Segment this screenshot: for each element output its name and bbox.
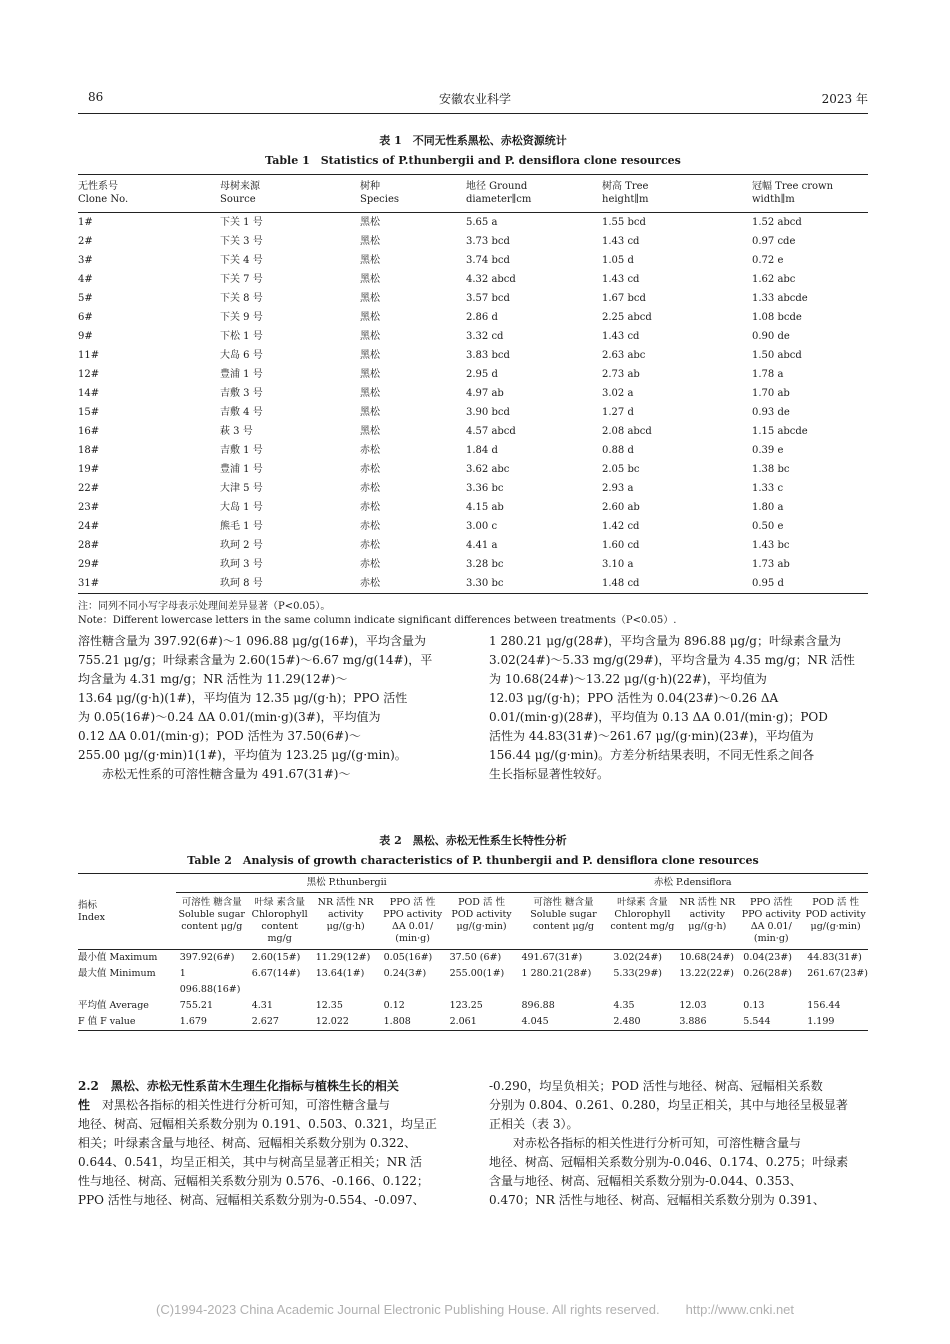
table-cell: 3.90 bcd xyxy=(466,407,510,418)
table-cell: 2.60 ab xyxy=(602,502,640,513)
table2 xyxy=(78,873,868,1031)
table-cell: 5# xyxy=(78,293,93,304)
table-row xyxy=(78,555,868,574)
text-line: 3.02(24#)～5.33 mg/g(29#)，平均含量为 4.35 mg/g；NR 活性 xyxy=(489,653,855,667)
table-cell: 3.73 bcd xyxy=(466,236,510,247)
table-cell: 3# xyxy=(78,255,93,266)
table-cell: 14# xyxy=(78,388,100,399)
table-cell: 吉敷 1 号 xyxy=(220,445,263,456)
table-cell: 0.26(28#) xyxy=(743,968,792,979)
text-line: 生长指标显著性较好。 xyxy=(489,767,610,781)
table-cell: 黑松 xyxy=(360,331,380,342)
table-cell: 5.65 a xyxy=(466,217,498,228)
text-line: 分别为 0.804、0.261、0.280，均呈正相关，其中与地径呈极显著 xyxy=(489,1098,848,1112)
text-line: 性与地径、树高、冠幅相关系数分别为 0.576、-0.166、0.122； xyxy=(78,1174,429,1188)
table-row xyxy=(78,308,868,327)
table-row xyxy=(78,998,868,1014)
table-cell: 黑松 xyxy=(360,255,380,266)
table-cell: 1.73 ab xyxy=(752,559,790,570)
table-cell: 3.02 a xyxy=(602,388,634,399)
table-cell: 赤松 xyxy=(360,502,380,513)
table-row xyxy=(78,441,868,460)
table-cell: 2.95 d xyxy=(466,369,498,380)
table-cell: 1.43 cd xyxy=(602,274,640,285)
table-cell: 2.93 a xyxy=(602,483,634,494)
text-line: 13.64 μg/(g·h)(1#)，平均值为 12.35 μg/(g·h)；PPO 活性 xyxy=(78,691,408,705)
table-row xyxy=(78,289,868,308)
table-cell: 4.045 xyxy=(521,1016,549,1027)
table-cell: 0.72 e xyxy=(752,255,784,266)
table-row xyxy=(78,479,868,498)
table2-col-header: POD 活 性 POD activity μg/(g·min) xyxy=(803,893,868,950)
text-line: 156.44 μg/(g·min)。方差分析结果表明，不同无性系之间各 xyxy=(489,748,815,762)
table2-col-header: 可溶性 糖含量 Soluble sugar content μg/g xyxy=(176,893,248,950)
table-row xyxy=(78,1014,868,1031)
table-cell: 156.44 xyxy=(807,1000,841,1011)
table-cell: 黑松 xyxy=(360,407,380,418)
table-cell: 吉敷 3 号 xyxy=(220,388,263,399)
table1-caption-cn: 表 1 不同无性系黑松、赤松资源统计 xyxy=(379,134,567,147)
table-cell: 1 096.88(16#) xyxy=(179,968,241,995)
table-cell: 熊毛 1 号 xyxy=(220,521,263,532)
table1-col-header: 无性系号 Clone No. xyxy=(78,175,220,213)
table-cell: 3.02(24#) xyxy=(613,952,662,963)
text-line: 均含量为 4.31 mg/g；NR 活性为 11.29(12#)～ xyxy=(78,672,348,686)
table-cell: 1.33 c xyxy=(752,483,784,494)
journal-year: 2023 年 xyxy=(821,92,868,106)
table-cell: 0.13 xyxy=(743,1000,765,1011)
table1-col-header: 冠幅 Tree crown width∥m xyxy=(752,175,868,213)
table-cell: 1.43 cd xyxy=(602,236,640,247)
table1-note-en: Note：Different lowercase letters in the same column indicate significant differences between treatments（P<0.05）. xyxy=(78,615,677,626)
table-cell: 1.70 ab xyxy=(752,388,790,399)
table-cell: 下关 9 号 xyxy=(220,312,263,323)
table-cell: 0.39 e xyxy=(752,445,784,456)
table-row xyxy=(78,498,868,517)
table-cell: 赤松 xyxy=(360,483,380,494)
table-cell: 2.08 abcd xyxy=(602,426,652,437)
text-line: 12.03 μg/(g·h)；PPO 活性为 0.04(23#)～0.26 ΔA xyxy=(489,691,779,705)
table2-caption-en: Table 2 Analysis of growth characteristics of P. thunbergii and P. densiflora clone resources xyxy=(187,854,759,867)
table-cell: 黑松 xyxy=(360,293,380,304)
table-row xyxy=(78,384,868,403)
table-cell: 1.33 abcde xyxy=(752,293,808,304)
table-cell: 3.10 a xyxy=(602,559,634,570)
table-cell: 1.42 cd xyxy=(602,521,640,532)
table-cell: 37.50 (6#) xyxy=(449,952,502,963)
text-line: 为 10.68(24#)～13.22 μg/(g·h)(22#)，平均值为 xyxy=(489,672,767,686)
table-cell: 5.544 xyxy=(743,1016,771,1027)
table-cell: 23# xyxy=(78,502,100,513)
table-cell: 1.80 a xyxy=(752,502,784,513)
table-cell: 黑松 xyxy=(360,388,380,399)
table-cell: 黑松 xyxy=(360,426,380,437)
table-cell: 1.67 bcd xyxy=(602,293,646,304)
table-cell: 4.57 abcd xyxy=(466,426,516,437)
table-row xyxy=(78,327,868,346)
table-cell: 下关 3 号 xyxy=(220,236,263,247)
table-cell: 0.88 d xyxy=(602,445,634,456)
table-cell: 4.97 ab xyxy=(466,388,504,399)
table-cell: 1.62 abc xyxy=(752,274,796,285)
table-cell: 4.35 xyxy=(613,1000,635,1011)
table-cell: 萩 3 号 xyxy=(220,426,253,437)
row-label: 平均值 Average xyxy=(78,1000,149,1011)
table-cell: 6.67(14#) xyxy=(251,968,301,979)
table-cell: 黑松 xyxy=(360,274,380,285)
table-cell: 896.88 xyxy=(521,1000,555,1011)
table-cell: 29# xyxy=(78,559,100,570)
table-cell: 2.05 bc xyxy=(602,464,640,475)
table-cell: 4.31 xyxy=(251,1000,273,1011)
text-line: 对黑松各指标的相关性进行分析可知，可溶性糖含量与 xyxy=(102,1098,391,1112)
table-cell: 0.95 d xyxy=(752,578,784,589)
table-cell: 0.93 de xyxy=(752,407,790,418)
table-cell: 15# xyxy=(78,407,100,418)
text-line: 活性为 44.83(31#)～261.67 μg/(g·min)(23#)，平均值为 xyxy=(489,729,814,743)
table2-col-header: POD 活 性 POD activity μg/(g·min) xyxy=(446,893,518,950)
table-row xyxy=(78,460,868,479)
table-cell: 44.83(31#) xyxy=(807,952,862,963)
text-line: 含量与地径、树高、冠幅相关系数分别为-0.044、0.353、 xyxy=(489,1174,802,1188)
section-text-right xyxy=(489,1077,869,1210)
table-row xyxy=(78,422,868,441)
table-cell: 6# xyxy=(78,312,93,323)
table-row xyxy=(78,213,868,233)
table-cell: 1 280.21(28#) xyxy=(521,968,592,979)
table-cell: 255.00(1#) xyxy=(449,968,505,979)
table-cell: 10.68(24#) xyxy=(679,952,734,963)
table-cell: 1.50 abcd xyxy=(752,350,802,361)
section-heading: 2.2 黑松、赤松无性系苗木生理生化指标与植株生长的相关 xyxy=(78,1079,399,1093)
table1-col-header: 母树来源 Source xyxy=(220,175,360,213)
text-line: 0.12 ΔA 0.01/(min·g)；POD 活性为 37.50(6#)～ xyxy=(78,729,361,743)
row-label: 最小值 Maximum xyxy=(78,952,158,963)
table-cell: 1.48 cd xyxy=(602,578,640,589)
table-cell: 下松 1 号 xyxy=(220,331,263,342)
table-cell: 3.886 xyxy=(679,1016,707,1027)
text-line: 溶性糖含量为 397.92(6#)～1 096.88 μg/g(16#)，平均含量为 xyxy=(78,634,427,648)
text-line: PPO 活性与地径、树高、冠幅相关系数分别为-0.554、-0.097、 xyxy=(78,1193,425,1207)
table-cell: 12.35 xyxy=(315,1000,343,1011)
table-row xyxy=(78,574,868,594)
table-cell: 玖珂 2 号 xyxy=(220,540,263,551)
table-cell: 赤松 xyxy=(360,559,380,570)
table-cell: 2.25 abcd xyxy=(602,312,652,323)
row-label: 最大值 Minimum xyxy=(78,968,156,979)
table-cell: 11.29(12#) xyxy=(315,952,371,963)
table-cell: 大岛 6 号 xyxy=(220,350,263,361)
table-cell: 赤松 xyxy=(360,521,380,532)
header-rule xyxy=(78,113,868,114)
table-cell: 9# xyxy=(78,331,93,342)
table-cell: 3.57 bcd xyxy=(466,293,510,304)
table2-col-header: 叶绿 素含量 Chlorophyll content mg/g xyxy=(248,893,312,950)
table1-col-header: 树高 Tree height∥m xyxy=(602,175,752,213)
table-cell: 1.43 bc xyxy=(752,540,790,551)
table-row xyxy=(78,365,868,384)
table-cell: 12.03 xyxy=(679,1000,707,1011)
table-row xyxy=(78,403,868,422)
table-cell: 123.25 xyxy=(449,1000,483,1011)
table-cell: 0.50 e xyxy=(752,521,784,532)
table-cell: 大岛 1 号 xyxy=(220,502,263,513)
table-cell: 1# xyxy=(78,217,93,228)
table-cell: 13.64(1#) xyxy=(315,968,365,979)
table-cell: 豊浦 1 号 xyxy=(220,369,263,380)
table2-caption-cn: 表 2 黑松、赤松无性系生长特性分析 xyxy=(379,834,567,847)
table-cell: 4.41 a xyxy=(466,540,498,551)
table2-col-header: PPO 活 性 PPO activity ΔA 0.01/ (min·g) xyxy=(380,893,446,950)
table1-note-cn: 注：同列不同小写字母表示处理间差异显著（P<0.05）。 xyxy=(78,601,331,612)
table2-col-header: 可溶性 糖含量 Soluble sugar content μg/g xyxy=(518,893,610,950)
table-cell: 豊浦 1 号 xyxy=(220,464,263,475)
table-cell: 28# xyxy=(78,540,100,551)
table-cell: 3.74 bcd xyxy=(466,255,510,266)
text-line: 相关；叶绿素含量与地径、树高、冠幅相关系数分别为 0.322、 xyxy=(78,1136,417,1150)
table-cell: 261.67(23#) xyxy=(807,968,868,979)
body-text-right xyxy=(489,632,869,784)
table-cell: 2.63 abc xyxy=(602,350,646,361)
table-row xyxy=(78,517,868,536)
table-cell: 12# xyxy=(78,369,100,380)
table-cell: 19# xyxy=(78,464,100,475)
text-line: 0.644、0.541，均呈正相关，其中与树高呈显著正相关；NR 活 xyxy=(78,1155,423,1169)
section-heading-cont: 性 xyxy=(78,1098,91,1112)
table-cell: 11# xyxy=(78,350,100,361)
table-cell: 2.60(15#) xyxy=(251,952,301,963)
table-cell: 5.33(29#) xyxy=(613,968,662,979)
table1-header-row xyxy=(78,175,868,213)
table2-group-red: 赤松 P.densiflora xyxy=(518,874,868,893)
table-cell: 玖珂 8 号 xyxy=(220,578,263,589)
table-cell: 3.62 abc xyxy=(466,464,510,475)
table-cell: 赤松 xyxy=(360,464,380,475)
table-cell: 24# xyxy=(78,521,100,532)
copyright-footer: (C)1994-2023 China Academic Journal Electronic Publishing House. All rights reserved. http://www.cnki.net xyxy=(155,1302,795,1317)
table-cell: 1.05 d xyxy=(602,255,634,266)
text-line: 0.01/(min·g)(28#)，平均值为 0.13 ΔA 0.01/(min·g)；POD xyxy=(489,710,828,724)
text-line: 正相关（表 3）。 xyxy=(489,1117,579,1131)
table-cell: 2.061 xyxy=(449,1016,477,1027)
table-cell: 755.21 xyxy=(179,1000,214,1011)
table-cell: 13.22(22#) xyxy=(679,968,734,979)
table-cell: 0.24(3#) xyxy=(383,968,427,979)
table1-col-header: 树种 Species xyxy=(360,175,466,213)
page-number: 86 xyxy=(88,90,104,104)
table-cell: 397.92(6#) xyxy=(179,952,235,963)
text-line: 赤松无性系的可溶性糖含量为 491.67(31#)～ xyxy=(78,767,351,781)
text-line: 地径、树高、冠幅相关系数分别为 0.191、0.503、0.321，均呈正 xyxy=(78,1117,437,1131)
table-cell: 4.32 abcd xyxy=(466,274,516,285)
table-cell: 2.86 d xyxy=(466,312,498,323)
table-row xyxy=(78,536,868,555)
table-cell: 31# xyxy=(78,578,100,589)
table-cell: 0.90 de xyxy=(752,331,790,342)
table2-index-header: 指标 Index xyxy=(78,874,176,950)
table-cell: 1.38 bc xyxy=(752,464,790,475)
table2-col-header: NR 活性 NR activity μg/(g·h) xyxy=(675,893,739,950)
section-2-2 xyxy=(78,1077,463,1210)
table-cell: 黑松 xyxy=(360,236,380,247)
text-line: 255.00 μg/(g·min)1(1#)，平均值为 123.25 μg/(g·min)。 xyxy=(78,748,407,762)
table-cell: 赤松 xyxy=(360,578,380,589)
table-cell: 1.60 cd xyxy=(602,540,640,551)
table-cell: 1.84 d xyxy=(466,445,498,456)
table1-caption-en: Table 1 Statistics of P.thunbergii and P. densiflora clone resources xyxy=(265,154,681,167)
table-row xyxy=(78,251,868,270)
table-row xyxy=(78,270,868,289)
table-cell: 0.97 cde xyxy=(752,236,796,247)
table-cell: 赤松 xyxy=(360,540,380,551)
table-row xyxy=(78,346,868,365)
table-cell: 2# xyxy=(78,236,93,247)
text-line: -0.290，均呈负相关；POD 活性与地径、树高、冠幅相关系数 xyxy=(489,1079,823,1093)
table-cell: 黑松 xyxy=(360,217,380,228)
row-label: F 值 F value xyxy=(78,1016,136,1027)
text-line: 地径、树高、冠幅相关系数分别为-0.046、0.174、0.275；叶绿素 xyxy=(489,1155,849,1169)
text-line: 为 0.05(16#)～0.24 ΔA 0.01/(min·g)(3#)，平均值为 xyxy=(78,710,381,724)
text-line: 0.470；NR 活性与地径、树高、冠幅相关系数分别为 0.391、 xyxy=(489,1193,825,1207)
table-cell: 2.627 xyxy=(251,1016,279,1027)
table-cell: 1.199 xyxy=(807,1016,835,1027)
table-cell: 3.36 bc xyxy=(466,483,504,494)
table2-col-header: NR 活性 NR activity μg/(g·h) xyxy=(312,893,380,950)
table-cell: 2.480 xyxy=(613,1016,641,1027)
table-cell: 吉敷 4 号 xyxy=(220,407,263,418)
table-cell: 黑松 xyxy=(360,369,380,380)
table-cell: 1.15 abcde xyxy=(752,426,808,437)
table-row xyxy=(78,950,868,967)
body-text-left xyxy=(78,632,463,784)
table-cell: 4.15 ab xyxy=(466,502,504,513)
table-cell: 1.679 xyxy=(179,1016,207,1027)
table-cell: 12.022 xyxy=(315,1016,349,1027)
table-cell: 3.83 bcd xyxy=(466,350,510,361)
table-cell: 黑松 xyxy=(360,312,380,323)
table2-group-black: 黑松 P.thunbergii xyxy=(176,874,518,893)
table-cell: 0.12 xyxy=(383,1000,405,1011)
table-cell: 1.43 cd xyxy=(602,331,640,342)
table-cell: 大津 5 号 xyxy=(220,483,263,494)
journal-name: 安徽农业科学 xyxy=(438,92,511,106)
table-cell: 16# xyxy=(78,426,100,437)
table-cell: 2.73 ab xyxy=(602,369,640,380)
table-row xyxy=(78,966,868,998)
table-cell: 0.05(16#) xyxy=(383,952,433,963)
table2-col-header: PPO 活性 PPO activity ΔA 0.01/ (min·g) xyxy=(739,893,803,950)
table-cell: 3.32 cd xyxy=(466,331,504,342)
table-cell: 1.08 bcde xyxy=(752,312,802,323)
text-line: 1 280.21 μg/g(28#)，平均含量为 896.88 μg/g；叶绿素含量为 xyxy=(489,634,841,648)
table-cell: 1.78 a xyxy=(752,369,784,380)
table-row xyxy=(78,232,868,251)
table-cell: 下关 8 号 xyxy=(220,293,263,304)
table-cell: 黑松 xyxy=(360,350,380,361)
table-cell: 3.30 bc xyxy=(466,578,504,589)
table-cell: 0.04(23#) xyxy=(743,952,792,963)
table-cell: 赤松 xyxy=(360,445,380,456)
text-line: 755.21 μg/g；叶绿素含量为 2.60(15#)～6.67 mg/g(14#)，平 xyxy=(78,653,433,667)
table-cell: 1.52 abcd xyxy=(752,217,802,228)
table-cell: 1.808 xyxy=(383,1016,411,1027)
table-cell: 491.67(31#) xyxy=(521,952,583,963)
table1-col-header: 地径 Ground diameter∥cm xyxy=(466,175,602,213)
table-cell: 1.27 d xyxy=(602,407,634,418)
table-cell: 3.28 bc xyxy=(466,559,504,570)
table-cell: 下关 4 号 xyxy=(220,255,263,266)
table2-col-header: 叶绿素 含量 Chlorophyll content mg/g xyxy=(609,893,675,950)
table-cell: 下关 1 号 xyxy=(220,217,263,228)
table-cell: 1.55 bcd xyxy=(602,217,646,228)
table-cell: 3.00 c xyxy=(466,521,498,532)
table-cell: 玖珂 3 号 xyxy=(220,559,263,570)
table-cell: 22# xyxy=(78,483,100,494)
table-cell: 18# xyxy=(78,445,100,456)
table1 xyxy=(78,174,868,594)
table-cell: 下关 7 号 xyxy=(220,274,263,285)
text-line: 对赤松各指标的相关性进行分析可知，可溶性糖含量与 xyxy=(489,1136,802,1150)
table-cell: 4# xyxy=(78,274,93,285)
